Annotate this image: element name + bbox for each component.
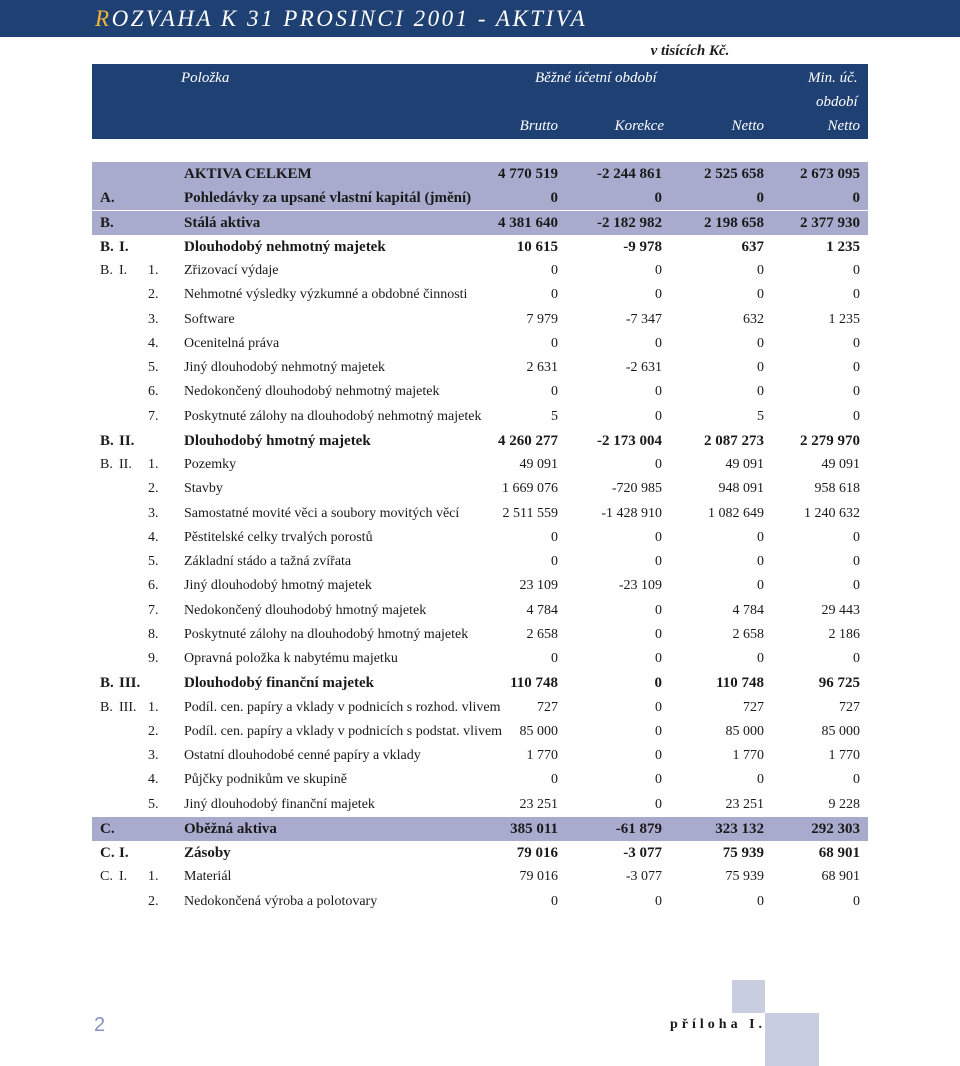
cell-label: Nedokončený dlouhodobý hmotný majetek xyxy=(184,602,427,618)
decor-square-small xyxy=(732,980,765,1013)
cell-korekce: 0 xyxy=(655,384,662,400)
cell-label: Pěstitelské celky trvalých porostů xyxy=(184,529,373,545)
cell-korekce: -3 077 xyxy=(623,845,662,861)
cell-c3: 5. xyxy=(148,796,159,812)
cell-c3: 1. xyxy=(148,869,159,885)
cell-netto-min: 0 xyxy=(852,190,860,207)
cell-netto-min: 0 xyxy=(853,893,860,909)
cell-label: Základní stádo a tažná zvířata xyxy=(184,554,352,569)
table-row xyxy=(92,890,868,914)
cell-label: Oběžná aktiva xyxy=(184,820,277,837)
cell-korekce: 0 xyxy=(655,335,662,351)
cell-label: Pohledávky za upsané vlastní kapitál (jmění) xyxy=(184,190,472,207)
table-row xyxy=(92,477,868,501)
cell-label: Dlouhodobý finanční majetek xyxy=(184,675,375,692)
cell-netto: 0 xyxy=(757,529,764,545)
cell-netto-min: 0 xyxy=(853,360,860,375)
header-korekce: Korekce xyxy=(614,118,664,134)
table-row xyxy=(92,647,868,671)
cell-netto-min: 0 xyxy=(853,578,860,594)
cell-c2: I. xyxy=(119,845,129,861)
table-row xyxy=(92,696,868,720)
cell-netto-min: 1 240 632 xyxy=(804,505,860,521)
cell-korekce: -23 109 xyxy=(618,578,662,594)
cell-netto-min: 1 235 xyxy=(828,311,860,327)
cell-netto: 0 xyxy=(757,651,764,666)
cell-label: Ostatní dlouhodobé cenné papíry a vklady xyxy=(184,748,421,763)
cell-c1: B. xyxy=(100,263,113,278)
cell-brutto: 79 016 xyxy=(516,845,558,861)
table-row xyxy=(92,356,868,380)
title-bar xyxy=(0,0,960,37)
cell-korekce: 0 xyxy=(654,675,662,692)
cell-brutto: 10 615 xyxy=(516,238,558,255)
cell-label: Půjčky podnikům ve skupině xyxy=(184,772,347,788)
cell-c1: B. xyxy=(100,214,114,231)
cell-korekce: 0 xyxy=(655,529,662,545)
table-row xyxy=(92,429,868,453)
cell-korekce: 0 xyxy=(655,287,662,303)
cell-korekce: 0 xyxy=(655,457,662,472)
cell-netto-min: 0 xyxy=(853,287,860,303)
cell-netto: 2 658 xyxy=(732,626,764,642)
table-row xyxy=(92,259,868,283)
cell-brutto: 0 xyxy=(551,893,558,909)
cell-korekce: 0 xyxy=(655,651,662,666)
cell-netto: 2 525 658 xyxy=(704,166,764,182)
cell-korekce: -720 985 xyxy=(611,481,662,497)
cell-c1: B. xyxy=(100,675,114,692)
cell-c1: B. xyxy=(100,432,114,449)
cell-c1: B. xyxy=(100,238,114,255)
cell-korekce: 0 xyxy=(655,748,662,763)
cell-brutto: 4 770 519 xyxy=(498,166,558,182)
table-row xyxy=(92,599,868,623)
cell-label: Stavby xyxy=(184,481,223,497)
page-title xyxy=(95,0,587,37)
cell-netto-min: 0 xyxy=(853,335,860,351)
cell-c3: 1. xyxy=(148,457,159,472)
cell-label: Opravná položka k nabytému majetku xyxy=(184,651,398,666)
cell-brutto: 0 xyxy=(551,651,558,666)
cell-netto-min: 727 xyxy=(839,699,860,715)
cell-netto-min: 958 618 xyxy=(814,481,860,497)
cell-brutto: 385 011 xyxy=(510,820,558,837)
cell-label: Software xyxy=(184,311,235,327)
cell-brutto: 2 658 xyxy=(526,626,558,642)
cell-netto-min: 96 725 xyxy=(818,675,860,692)
table-row xyxy=(92,841,868,865)
header-bezne-obdobi: Běžné účetní období xyxy=(535,70,657,86)
cell-brutto: 0 xyxy=(551,529,558,545)
table-row xyxy=(92,308,868,332)
cell-netto: 75 939 xyxy=(725,869,764,885)
table-row xyxy=(92,744,868,768)
cell-netto: 727 xyxy=(743,699,764,715)
cell-brutto: 0 xyxy=(551,554,558,569)
cell-netto: 4 784 xyxy=(732,602,764,618)
cell-netto: 0 xyxy=(757,893,764,909)
cell-netto: 23 251 xyxy=(725,796,764,812)
units-note: v tisících Kč. xyxy=(650,43,730,59)
cell-netto-min: 2 673 095 xyxy=(800,166,860,182)
header-polozka: Položka xyxy=(181,70,230,86)
cell-netto-min: 68 901 xyxy=(821,869,860,885)
cell-brutto: 2 631 xyxy=(526,360,558,375)
cell-brutto: 7 979 xyxy=(526,311,558,327)
cell-c3: 4. xyxy=(148,772,159,788)
header-netto-min: Netto xyxy=(827,118,860,134)
cell-netto: 5 xyxy=(757,408,764,424)
cell-netto: 110 748 xyxy=(716,675,764,692)
table-row xyxy=(92,283,868,307)
cell-netto: 0 xyxy=(756,190,764,207)
cell-c3: 8. xyxy=(148,626,159,642)
cell-netto: 75 939 xyxy=(722,845,764,861)
cell-netto: 1 082 649 xyxy=(708,505,764,521)
cell-brutto: 0 xyxy=(551,384,558,400)
cell-brutto: 49 091 xyxy=(519,457,558,472)
cell-netto: 2 198 658 xyxy=(704,214,764,231)
cell-korekce: 0 xyxy=(655,626,662,642)
cell-c3: 1. xyxy=(148,263,159,278)
cell-netto: 0 xyxy=(757,772,764,788)
decor-square-large xyxy=(765,1013,819,1066)
table-row xyxy=(92,502,868,526)
table-row xyxy=(92,817,868,841)
cell-korekce: -2 631 xyxy=(625,360,662,375)
cell-label: Zásoby xyxy=(184,845,231,861)
cell-c3: 3. xyxy=(148,311,159,327)
cell-korekce: 0 xyxy=(655,893,662,909)
cell-label: Jiný dlouhodobý hmotný majetek xyxy=(184,578,372,594)
cell-korekce: -9 978 xyxy=(623,238,662,255)
table-row xyxy=(92,453,868,477)
table-row xyxy=(92,162,868,186)
title-first-letter: R xyxy=(95,6,112,31)
cell-netto-min: 2 186 xyxy=(828,626,860,642)
cell-netto-min: 2 279 970 xyxy=(800,432,860,449)
cell-netto-min: 2 377 930 xyxy=(800,214,860,231)
table-row xyxy=(92,380,868,404)
cell-korekce: -61 879 xyxy=(615,820,662,837)
cell-netto-min: 29 443 xyxy=(821,602,860,618)
cell-netto: 637 xyxy=(741,238,764,255)
cell-netto-min: 0 xyxy=(853,554,860,569)
cell-netto: 49 091 xyxy=(725,457,764,472)
cell-korekce: 0 xyxy=(655,699,662,715)
cell-c1: C. xyxy=(100,869,113,885)
table-row xyxy=(92,865,868,889)
cell-brutto: 0 xyxy=(550,190,558,207)
cell-c3: 2. xyxy=(148,723,159,739)
cell-netto-min: 1 770 xyxy=(828,748,860,763)
cell-netto-min: 49 091 xyxy=(821,457,860,472)
cell-korekce: -2 182 982 xyxy=(597,214,662,231)
table-row xyxy=(92,720,868,744)
cell-netto-min: 68 901 xyxy=(818,845,860,861)
cell-c2: II. xyxy=(119,457,132,472)
cell-c2: I. xyxy=(119,869,128,885)
cell-korekce: 0 xyxy=(655,554,662,569)
cell-brutto: 110 748 xyxy=(510,675,558,692)
cell-netto-min: 9 228 xyxy=(828,796,860,812)
cell-c3: 6. xyxy=(148,578,159,594)
cell-label: Stálá aktiva xyxy=(184,214,261,231)
cell-brutto: 23 109 xyxy=(519,578,558,594)
cell-brutto: 85 000 xyxy=(519,723,558,739)
cell-c3: 7. xyxy=(148,602,159,618)
cell-c1: C. xyxy=(100,820,115,837)
cell-brutto: 0 xyxy=(551,287,558,303)
cell-label: Jiný dlouhodobý finanční majetek xyxy=(184,796,375,812)
table-row xyxy=(92,332,868,356)
cell-korekce: 0 xyxy=(655,723,662,739)
cell-netto: 0 xyxy=(757,578,764,594)
table-header xyxy=(92,64,868,139)
cell-c3: 9. xyxy=(148,651,159,666)
title-rest: OZVAHA K 31 PROSINCI 2001 - AKTIVA xyxy=(111,6,588,31)
cell-netto: 0 xyxy=(757,384,764,400)
cell-c3: 3. xyxy=(148,748,159,763)
cell-label: Jiný dlouhodobý nehmotný majetek xyxy=(184,360,386,375)
cell-korekce: -3 077 xyxy=(625,869,662,885)
section-label: příloha I. xyxy=(670,1017,767,1032)
cell-label: Dlouhodobý nehmotný majetek xyxy=(184,238,386,255)
cell-label: Ocenitelná práva xyxy=(184,335,280,351)
cell-label: Nehmotné výsledky výzkumné a obdobné činnosti xyxy=(184,287,468,303)
table-row xyxy=(92,574,868,598)
cell-label: Nedokončená výroba a polotovary xyxy=(184,893,378,909)
cell-korekce: -2 173 004 xyxy=(597,432,662,449)
cell-brutto: 79 016 xyxy=(519,869,558,885)
page-number: 2 xyxy=(94,1014,106,1036)
cell-c3: 4. xyxy=(148,335,159,351)
cell-netto: 0 xyxy=(757,263,764,278)
cell-brutto: 0 xyxy=(551,263,558,278)
header-brutto: Brutto xyxy=(519,118,558,134)
cell-c3: 2. xyxy=(148,287,159,303)
cell-netto: 632 xyxy=(743,311,764,327)
cell-korekce: 0 xyxy=(655,772,662,788)
header-min-uc-line2: období xyxy=(816,94,858,110)
cell-netto-min: 0 xyxy=(853,408,860,424)
cell-c3: 5. xyxy=(148,554,159,569)
cell-label: Nedokončený dlouhodobý nehmotný majetek xyxy=(184,384,440,400)
table-row xyxy=(92,793,868,817)
cell-korekce: -1 428 910 xyxy=(601,505,662,521)
cell-brutto: 1 770 xyxy=(526,748,558,763)
cell-label: Dlouhodobý hmotný majetek xyxy=(184,432,371,449)
cell-brutto: 727 xyxy=(537,699,558,715)
cell-c1: B. xyxy=(100,699,113,715)
cell-c1: C. xyxy=(100,845,115,861)
header-netto: Netto xyxy=(731,118,764,134)
cell-label: Materiál xyxy=(184,869,232,885)
cell-brutto: 2 511 559 xyxy=(502,505,558,521)
cell-c3: 1. xyxy=(148,699,159,715)
cell-label: Poskytnuté zálohy na dlouhodobý hmotný majetek xyxy=(184,626,469,642)
cell-label: Samostatné movité věci a soubory movitých věcí xyxy=(184,505,460,521)
cell-c2: I. xyxy=(119,238,129,255)
table-row xyxy=(92,405,868,429)
header-min-uc-line1: Min. úč. xyxy=(808,70,858,86)
cell-label: Podíl. cen. papíry a vklady v podnicích s rozhod. vlivem xyxy=(184,699,501,715)
cell-brutto: 4 784 xyxy=(526,602,558,618)
table-row xyxy=(92,526,868,550)
cell-netto-min: 85 000 xyxy=(821,723,860,739)
table-row xyxy=(92,186,868,210)
cell-netto-min: 1 235 xyxy=(826,238,860,255)
cell-korekce: 0 xyxy=(655,602,662,618)
cell-label: Zřizovací výdaje xyxy=(184,263,279,278)
cell-korekce: 0 xyxy=(655,796,662,812)
table-row xyxy=(92,623,868,647)
cell-netto: 85 000 xyxy=(725,723,764,739)
cell-netto-min: 0 xyxy=(853,651,860,666)
cell-c3: 7. xyxy=(148,408,159,424)
cell-netto: 0 xyxy=(757,360,764,375)
table-row xyxy=(92,550,868,574)
cell-label: Pozemky xyxy=(184,457,237,472)
cell-c3: 4. xyxy=(148,529,159,545)
cell-netto-min: 0 xyxy=(853,529,860,545)
cell-netto: 0 xyxy=(757,287,764,303)
cell-label: Poskytnuté zálohy na dlouhodobý nehmotný majetek xyxy=(184,408,482,424)
cell-c2: I. xyxy=(119,263,128,278)
cell-netto-min: 0 xyxy=(853,772,860,788)
cell-netto: 0 xyxy=(757,554,764,569)
cell-c1: A. xyxy=(100,190,115,207)
cell-label: Podíl. cen. papíry a vklady v podnicích s podstat. vlivem xyxy=(184,723,503,739)
cell-korekce: 0 xyxy=(654,190,662,207)
cell-korekce: 0 xyxy=(655,408,662,424)
cell-c3: 6. xyxy=(148,384,159,400)
table-row xyxy=(92,768,868,792)
cell-netto-min: 292 303 xyxy=(811,820,860,837)
cell-c2: III. xyxy=(119,699,137,715)
table-row xyxy=(92,235,868,259)
cell-c3: 2. xyxy=(148,893,159,909)
cell-brutto: 23 251 xyxy=(519,796,558,812)
cell-c3: 2. xyxy=(148,481,159,497)
cell-brutto: 1 669 076 xyxy=(502,481,558,497)
cell-netto-min: 0 xyxy=(853,384,860,400)
cell-brutto: 0 xyxy=(551,772,558,788)
cell-c2: III. xyxy=(119,675,141,692)
cell-netto: 0 xyxy=(757,335,764,351)
cell-label: AKTIVA CELKEM xyxy=(184,166,312,182)
cell-korekce: 0 xyxy=(655,263,662,278)
cell-korekce: -2 244 861 xyxy=(597,166,662,182)
cell-c3: 3. xyxy=(148,505,159,521)
cell-netto: 948 091 xyxy=(718,481,764,497)
cell-korekce: -7 347 xyxy=(625,311,662,327)
cell-c2: II. xyxy=(119,432,135,449)
cell-brutto: 4 260 277 xyxy=(498,432,558,449)
cell-brutto: 4 381 640 xyxy=(498,214,558,231)
cell-brutto: 5 xyxy=(551,408,558,424)
table-row xyxy=(92,671,868,695)
cell-netto: 323 132 xyxy=(715,820,764,837)
cell-netto: 1 770 xyxy=(732,748,764,763)
cell-netto: 2 087 273 xyxy=(704,432,764,449)
table-row xyxy=(92,211,868,235)
cell-c1: B. xyxy=(100,457,113,472)
cell-c3: 5. xyxy=(148,360,159,375)
cell-brutto: 0 xyxy=(551,335,558,351)
cell-netto-min: 0 xyxy=(853,263,860,278)
